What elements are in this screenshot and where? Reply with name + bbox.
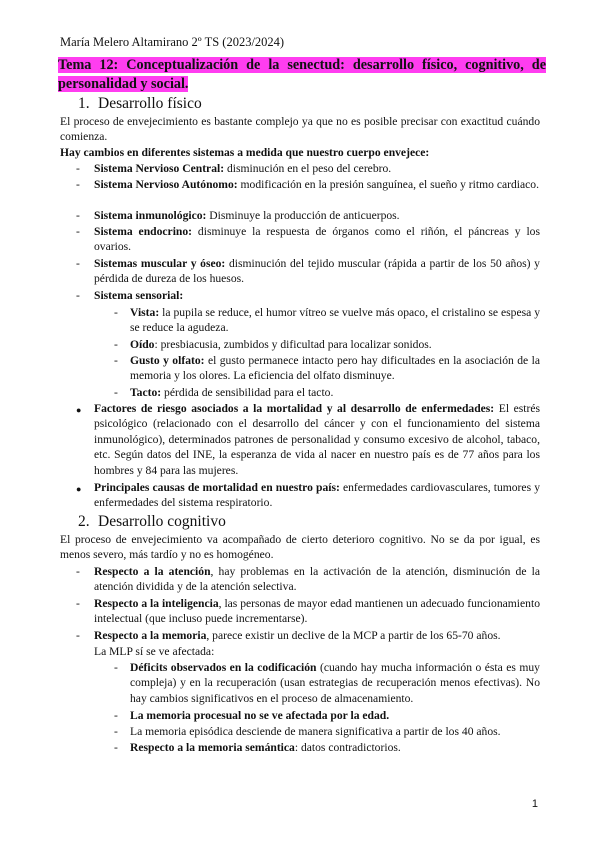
- dash-bullet: -: [76, 162, 80, 175]
- description: , las personas de mayor edad mantienen un adecuado funcionamiento intelectual (que incluso puede incrementarse).: [94, 597, 540, 626]
- term: Déficits observados en la codificación: [130, 661, 317, 674]
- description: Disminuye la producción de anticuerpos.: [206, 209, 400, 222]
- term: Respecto a la atención: [94, 565, 211, 578]
- list-item-endocrine: [94, 224, 540, 255]
- dash-bullet: -: [114, 338, 118, 351]
- description: : datos contradictorios.: [294, 741, 401, 754]
- term: Gusto y olfato:: [130, 354, 205, 367]
- dash-bullet: -: [76, 257, 80, 270]
- dash-bullet: -: [114, 354, 118, 367]
- section-number: 1.: [78, 95, 90, 112]
- dash-bullet: -: [76, 629, 80, 642]
- term: Respecto a la memoria semántica: [130, 741, 295, 754]
- list-item-immune: [94, 208, 540, 223]
- section-heading-physical: [78, 95, 202, 113]
- description: : presbiacusia, zumbidos y dificultad para localizar sonidos.: [154, 338, 432, 351]
- term: Tacto:: [130, 386, 162, 399]
- term: Principales causas de mortalidad en nuestro país:: [94, 481, 340, 494]
- term: Sistema endocrino:: [94, 225, 193, 238]
- term: Respecto a la memoria: [94, 629, 207, 642]
- description: enfermedades cardiovasculares, tumores y enfermedades del sistema respiratorio.: [94, 481, 540, 510]
- dash-bullet: -: [114, 386, 118, 399]
- dash-bullet: -: [76, 225, 80, 238]
- list-item-coding-deficits: [130, 660, 540, 706]
- description: , parece existir un declive de la MCP a partir de los 65-70 años.: [206, 629, 501, 642]
- term: Vista:: [130, 306, 160, 319]
- changes-heading: Hay cambios en diferentes sistemas a medida que nuestro cuerpo envejece:: [60, 146, 430, 159]
- list-item-sensory: [94, 288, 540, 303]
- section-title: Desarrollo físico: [98, 95, 202, 112]
- page-header: María Melero Altamirano 2º TS (2023/2024): [60, 35, 285, 49]
- section-title: Desarrollo cognitivo: [98, 513, 226, 530]
- term: Sistema Nervioso Autónomo:: [94, 178, 238, 191]
- dash-bullet: -: [76, 289, 80, 302]
- list-item-oido: [130, 337, 540, 352]
- list-item-vista: [130, 305, 540, 336]
- list-item-intelligence: [94, 596, 540, 627]
- dot-bullet: ●: [76, 405, 82, 415]
- section-heading-cognitive: [78, 513, 226, 531]
- description: El estrés psicológico (relacionado con el desarrollo del cáncer y con el funcionamiento del sistema inmunológico), determinados patrones de personalidad y consumo excesivo de alcohol, tabaco, etc. Según datos del INE, la esperanza de vida al nacer en nuestro país es de 77 años para los hombres y 84 para las mujeres.: [94, 402, 541, 477]
- term: Sistema sensorial:: [94, 289, 184, 302]
- description: disminución del tejido muscular (rápida a partir de los 50 años) y pérdida de dureza de los huesos.: [94, 257, 540, 286]
- description: disminuye la respuesta de órganos como el riñón, el páncreas y los ovarios.: [94, 225, 540, 254]
- term: La memoria procesual no se ve afectada por la edad.: [130, 709, 390, 722]
- paragraph-mlp: La MLP sí se ve afectada:: [94, 645, 215, 658]
- term: Factores de riesgo asociados a la mortalidad y al desarrollo de enfermedades:: [94, 402, 495, 415]
- section-number: 2.: [78, 513, 90, 530]
- dot-bullet: ●: [76, 484, 82, 494]
- dash-bullet: -: [114, 725, 118, 738]
- description: (cuando hay mucha información o ésta es muy compleja) y en la recuperación (usan estrategias de recuperación menos efectivas). No hay cambios significativos en el proceso de almacenamiento.: [130, 661, 540, 705]
- list-item-mortality-causes: [94, 480, 540, 511]
- list-item-procedural-memory: [130, 708, 540, 723]
- page-title: [58, 56, 546, 93]
- dash-bullet: -: [114, 306, 118, 319]
- list-item-risk-factors: [94, 401, 540, 478]
- list-item-muscular: [94, 256, 540, 287]
- list-item-gusto: [130, 353, 540, 384]
- dash-bullet: -: [76, 597, 80, 610]
- description: disminución en el peso del cerebro.: [224, 162, 392, 175]
- paragraph-intro-cognitive: El proceso de envejecimiento va acompañado de cierto deterioro cognitivo. No se da por igual, es menos severo, más tardío y no es homogéneo.: [60, 533, 540, 562]
- list-item-semantic-memory: [130, 740, 540, 755]
- term: Oído: [130, 338, 155, 351]
- description: modificación en la presión sanguínea, el sueño y ritmo cardiaco.: [237, 178, 539, 191]
- term: Sistema inmunológico:: [94, 209, 207, 222]
- dash-bullet: -: [114, 709, 118, 722]
- list-item-sna: [94, 177, 540, 192]
- dash-bullet: -: [114, 661, 118, 674]
- description: la pupila se reduce, el humor vítreo se vuelve más opaco, el cristalino se espesa y se reduce la agudeza.: [130, 306, 540, 335]
- list-item-memory: [94, 628, 540, 643]
- term: Respecto a la inteligencia: [94, 597, 219, 610]
- list-item-snc: [94, 161, 540, 176]
- list-item-episodic-memory: La memoria episódica desciende de manera significativa a partir de los 40 años.: [130, 725, 501, 738]
- description: el gusto permanece intacto pero hay dificultades en la asociación de la memoria y los olores. La eficiencia del olfato disminuye.: [130, 354, 540, 383]
- dash-bullet: -: [114, 741, 118, 754]
- dash-bullet: -: [76, 565, 80, 578]
- page-number: 1: [531, 798, 538, 810]
- description: pérdida de sensibilidad para el tacto.: [161, 386, 334, 399]
- term: Sistemas muscular y óseo:: [94, 257, 226, 270]
- list-item-attention: [94, 564, 540, 595]
- term: Sistema Nervioso Central:: [94, 162, 225, 175]
- dash-bullet: -: [76, 209, 80, 222]
- dash-bullet: -: [76, 178, 80, 191]
- list-item-tacto: [130, 385, 540, 400]
- paragraph-intro-physical: El proceso de envejecimiento es bastante complejo ya que no es posible precisar con exactitud cuándo comienza.: [60, 115, 540, 144]
- title-highlight: Tema 12: Conceptualización de la senectud: desarrollo físico, cognitivo, de personalidad y social.: [58, 57, 546, 92]
- description: , hay problemas en la activación de la atención, disminución de la atención dividida y de la atención selectiva.: [94, 565, 540, 594]
